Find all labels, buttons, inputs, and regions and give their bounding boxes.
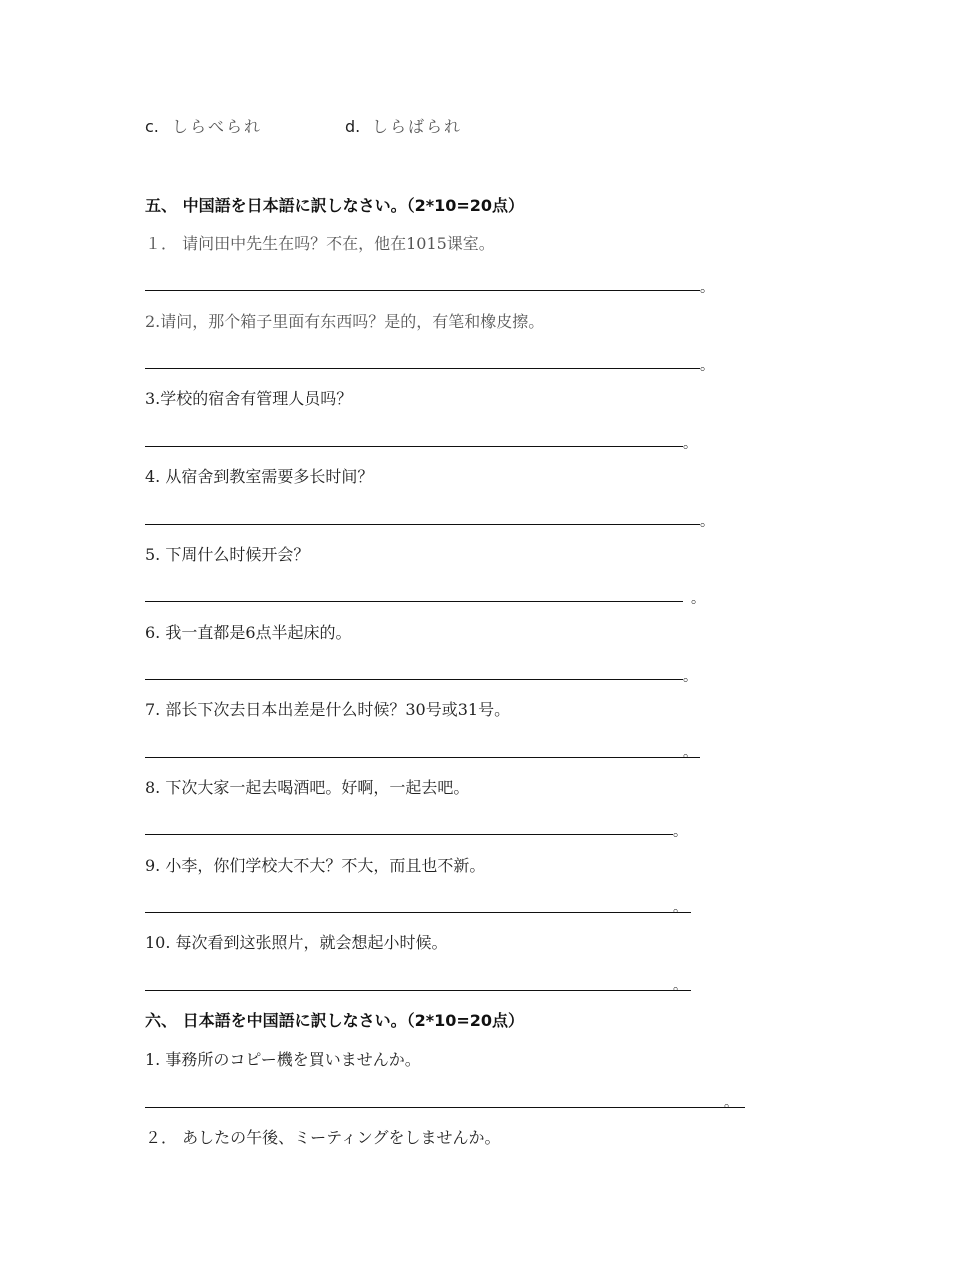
answer-line-3[interactable] bbox=[145, 446, 683, 447]
section-6-answer-line-1[interactable] bbox=[145, 1107, 745, 1108]
answer-period: 。 bbox=[683, 436, 697, 452]
section-5-heading: 五、 中国語を日本語に訳しなさい。（2*10=20点） bbox=[145, 196, 525, 215]
question-5: 5. 下周什么时候开会？ bbox=[145, 545, 310, 564]
question-10: 10. 每次看到这张照片，就会想起小时候。 bbox=[145, 933, 448, 952]
section-6-question-2: ２． あしたの午後、ミーティングをしませんか。 bbox=[145, 1128, 501, 1147]
question-4: 4. 从宿舍到教室需要多长时间？ bbox=[145, 467, 374, 486]
answer-period: 。 bbox=[700, 358, 714, 374]
answer-period: 。 bbox=[724, 1095, 738, 1111]
answer-period: 。 bbox=[700, 514, 714, 530]
option-d-letter: d. bbox=[345, 117, 361, 136]
answer-line-4[interactable] bbox=[145, 524, 700, 525]
answer-line-2[interactable] bbox=[145, 368, 700, 369]
answer-period: 。 bbox=[691, 591, 705, 607]
question-6: 6. 我一直都是6点半起床的。 bbox=[145, 623, 352, 642]
answer-period: 。 bbox=[673, 824, 687, 840]
option-c-text: しらべられ bbox=[172, 117, 263, 136]
question-2: 2.请问，那个箱子里面有东西吗？是的，有笔和橡皮擦。 bbox=[145, 312, 545, 331]
answer-line-6[interactable] bbox=[145, 679, 683, 680]
answer-line-10[interactable] bbox=[145, 990, 691, 991]
question-1: １． 请问田中先生在吗？不在，他在1015课室。 bbox=[145, 234, 495, 253]
answer-line-7[interactable] bbox=[145, 757, 700, 758]
option-d-text: しらばられ bbox=[372, 117, 463, 136]
answer-period: 。 bbox=[683, 745, 697, 761]
question-3: 3.学校的宿舍有管理人员吗？ bbox=[145, 389, 353, 408]
answer-period: 。 bbox=[700, 280, 714, 296]
answer-line-9[interactable] bbox=[145, 912, 691, 913]
question-8: 8. 下次大家一起去喝酒吧。好啊，一起去吧。 bbox=[145, 778, 470, 797]
answer-period: 。 bbox=[673, 978, 687, 994]
answer-period: 。 bbox=[673, 900, 687, 916]
answer-line-8[interactable] bbox=[145, 834, 673, 835]
option-c-letter: c. bbox=[145, 117, 159, 136]
section-6-heading: 六、 日本語を中国語に訳しなさい。（2*10=20点） bbox=[145, 1011, 525, 1030]
answer-line-1[interactable] bbox=[145, 290, 700, 291]
section-6-question-1: 1. 事務所のコピー機を買いませんか。 bbox=[145, 1050, 421, 1069]
answer-period: 。 bbox=[683, 669, 697, 685]
answer-line-5[interactable] bbox=[145, 601, 683, 602]
question-7: 7. 部长下次去日本出差是什么时候？30号或31号。 bbox=[145, 700, 511, 719]
question-9: 9. 小李，你们学校大不大？不大，而且也不新。 bbox=[145, 856, 486, 875]
